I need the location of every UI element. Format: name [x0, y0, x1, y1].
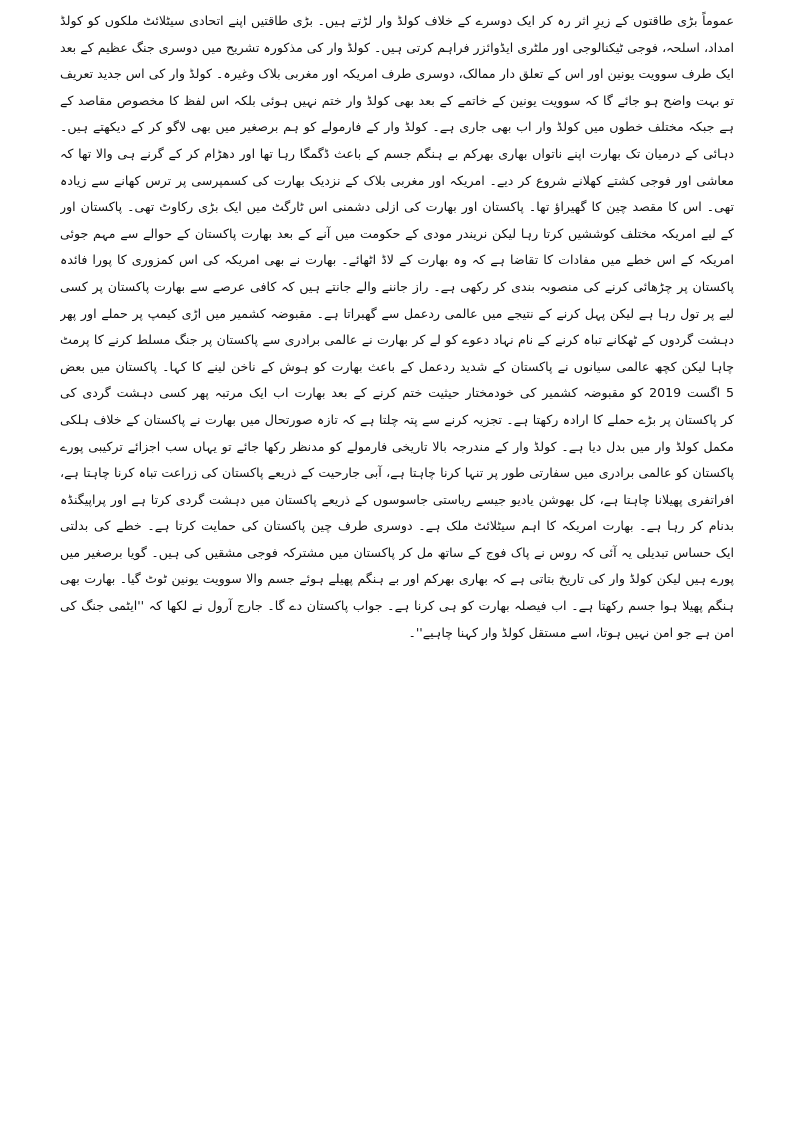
text-line: دہائی کے درمیان تک بھارت اپنے ناتواں بھاری بھرکم بے ہنگم جسم کے باعث ڈگمگا رہا تھا اور دھڑام کر کے گرنے ہی والا تھا کہ [60, 145, 734, 161]
text-line: تو بہت واضح ہو جائے گا کہ سوویت یونین کے خاتمے کے بعد بھی کولڈ وار ختم نہیں ہوئی بلکہ اس لفظ کا مخصوص مقاصد کے [60, 92, 734, 108]
document-body [60, 8, 734, 646]
text-line: کر پاکستان پر بڑے حملے کا ارادہ رکھتا ہے۔ تجزیہ کرنے سے پتہ چلتا ہے کہ تازہ صورتحال میں بھارت نے پاکستان کے خلاف ہلکی [60, 411, 734, 427]
text-line: چاہا لیکن کچھ عالمی سیانوں نے پاکستان کے شدید ردعمل کے باعث بھارت کو ہوش کے ناخن لینے کا کہا۔ پاکستان میں بعض [60, 358, 734, 374]
text-line: معاشی اور فوجی کشتے کھلانے شروع کر دیے۔ امریکہ اور مغربی بلاک کے نزدیک بھارت کی کسمپرسی پر ترس کھانے سے زیادہ [60, 172, 734, 188]
text-line: ایک حساس تبدیلی یہ آئی کہ روس نے پاک فوج کے ساتھ مل کر پاکستان میں مشترکہ فوجی مشقیں کی ہیں۔ گویا برصغیر میں [60, 544, 734, 560]
text-line: 5 اگست 2019 کو مقبوضہ کشمیر کی خودمختار حیثیت ختم کرنے کے بعد بھارت اب ایک مرتبہ پھر کسی دہشت گردی کی [60, 385, 734, 401]
text-line: مکمل کولڈ وار میں بدل دیا ہے۔ کولڈ وار کے مندرجہ بالا تاریخی فارمولے کو مدنظر رکھا جائے تو یہاں سب اجزائے ترکیبی پورے [60, 438, 734, 454]
text-line: لیے پر تول رہا ہے لیکن پہل کرنے کے نتیجے میں عالمی ردعمل سے گھبراتا ہے۔ مقبوضہ کشمیر میں اڑی کیمپ پر حملے اور پھر [60, 305, 734, 321]
text-line: پورے ہیں لیکن کولڈ وار کی تاریخ بتاتی ہے کہ بھاری بھرکم اور بے ہنگم پھیلے ہوئے جسم والا سوویت یونین ٹوٹ گیا۔ بھارت بھی [60, 571, 734, 587]
text-line: دہشت گردوں کے ٹھکانے تباہ کرنے کے نام نہاد دعوے کو لے کر بھارت نے عالمی برادری سے پاکستان پر جنگ مسلط کرنے کا پرمٹ [60, 332, 734, 348]
text-line: پاکستان پر چڑھائی کرنے کی منصوبہ بندی کر رکھی ہے۔ راز جاننے والے جانتے ہیں کہ کافی عرصے سے بھارت پاکستان پر کسی [60, 278, 734, 294]
text-line-last: امن ہے جو امن نہیں ہوتا، اسے مستقل کولڈ وار کہنا چاہیے''۔ [408, 624, 734, 640]
text-line: ہے جبکہ مختلف خطوں میں کولڈ وار اب بھی جاری ہے۔ کولڈ وار کے فارمولے کو ہم برصغیر میں بھی لاگو کر کے دیکھتے ہیں۔ [60, 119, 734, 135]
text-line: امداد، اسلحہ، فوجی ٹیکنالوجی اور ملٹری ایڈوائزر فراہم کرتی ہیں۔ کولڈ وار کی مذکورہ تشریح میں دوسری جنگ عظیم کے بعد [60, 39, 734, 55]
text-line: افراتفری پھیلانا چاہتا ہے، کل بھوشن یادیو جیسے ریاستی جاسوسوں کے ذریعے پاکستان میں دہشت گردی کرتا ہے اور پراپیگنڈہ [60, 491, 734, 507]
text-line: تھی۔ اس کا مقصد چین کا گھیراؤ تھا۔ پاکستان اور بھارت کی ازلی دشمنی اس ٹارگٹ میں ایک بڑی رکاوٹ تھی۔ پاکستان اور [60, 199, 734, 215]
text-line: ہنگم پھیلا ہوا جسم رکھتا ہے۔ اب فیصلہ بھارت کو ہی کرنا ہے۔ جواب پاکستان دے گا۔ جارج آرول نے لکھا کہ ''ایٹمی جنگ کی [60, 598, 734, 614]
text-line: بدنام کر رہا ہے۔ بھارت امریکہ کا اہم سیٹلائٹ ملک ہے۔ دوسری طرف چین پاکستان کی حمایت کرتا ہے۔ خطے کی بدلتی [60, 518, 734, 534]
text-line: کے لیے امریکہ مختلف کوششیں کرتا رہا لیکن نریندر مودی کے حکومت میں آنے کے بعد بھارت پاکستان کے حوالے سے مہم جوئی [60, 225, 734, 241]
text-line: امریکہ کے اس خطے میں مفادات کا تقاضا ہے کہ وہ بھارت کے لاڈ اٹھائے۔ بھارت نے بھی امریکہ کی اس کمزوری کا پورا فائدہ [60, 252, 734, 268]
text-line: ایک طرف سوویت یونین اور اس کے تعلق دار ممالک، دوسری طرف امریکہ اور مغربی بلاک وغیرہ۔ کولڈ وار کی اس جدید تعریف [60, 66, 734, 82]
text-line: عموماً بڑی طاقتوں کے زیرِ اثر رہ کر ایک دوسرے کے خلاف کولڈ وار لڑتے ہیں۔ بڑی طاقتیں اپنے اتحادی سیٹلائٹ ملکوں کو کولڈ [60, 13, 734, 28]
text-line: پاکستان کو عالمی برادری میں سفارتی طور پر تنہا کرنا چاہتا ہے، آبی جارحیت کے ذریعے پاکستان کی زراعت تباہ کرنا چاہتا ہے، [60, 465, 734, 481]
